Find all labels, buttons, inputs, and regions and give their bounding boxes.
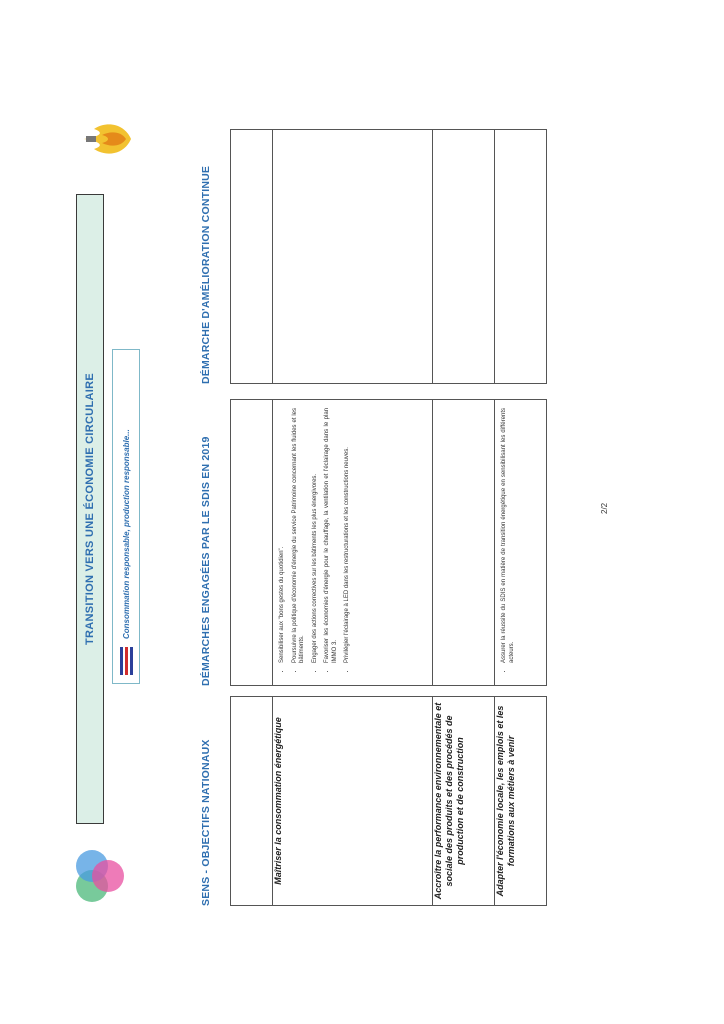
objective-text: Accroître la performance environnementale et sociale des produits et des procédés de production et de construction xyxy=(433,702,465,900)
improvement-cell xyxy=(273,130,433,384)
list-item: • Privilégier l'éclairage à LED dans les restructurations et les constructions neuves. xyxy=(344,408,352,663)
list-item: • Sensibiliser aux "bons gestes du quotidien". xyxy=(279,408,287,663)
improvement-table xyxy=(230,129,547,384)
improvement-cell xyxy=(495,130,547,384)
actions-list xyxy=(279,408,352,677)
subtitle-box xyxy=(112,349,140,684)
column-header-improvement: DÉMARCHE D'AMÉLIORATION CONTINUE xyxy=(200,165,212,384)
objective-cell xyxy=(433,697,495,906)
page-number: 2/2 xyxy=(600,502,609,514)
column-header-actions: DÉMARCHES ENGAGÉES PAR LE SDIS EN 2019 xyxy=(200,436,212,686)
subtitle: Consommation responsable, production responsable... xyxy=(121,429,131,639)
list-item: • Poursuivre la politique d'économie d'énergie du service Patrimoine concernant les fluides et les bâtiments. xyxy=(292,408,307,663)
fire-service-emblem-icon xyxy=(76,109,136,169)
actions-list xyxy=(501,408,516,677)
objective-cell xyxy=(273,697,433,906)
sapeurs-pompiers-logo-icon xyxy=(117,647,135,675)
objective-cell xyxy=(495,697,547,906)
objectives-header-cell xyxy=(231,697,273,906)
objective-text: Maîtriser la consommation énergétique xyxy=(273,717,283,885)
actions-table xyxy=(230,399,547,686)
objectives-table xyxy=(230,696,547,906)
actions-header-cell xyxy=(231,400,273,686)
actions-cell xyxy=(433,400,495,686)
column-header-objectives: SENS - OBJECTIFS NATIONAUX xyxy=(200,739,212,906)
list-item: • Engager des actions correctives sur les bâtiments les plus énergivores. xyxy=(312,408,320,663)
actions-cell xyxy=(495,400,547,686)
list-item: • Favoriser les économies d'énergie pour le chauffage, la ventilation et l'éclairage dans le plan IMMO 3. xyxy=(324,408,339,663)
improvement-cell xyxy=(433,130,495,384)
title-box xyxy=(76,194,104,824)
improvement-header-cell xyxy=(231,130,273,384)
sustainability-venn-logo xyxy=(68,844,130,906)
actions-cell xyxy=(273,400,433,686)
list-item: • Assurer la réussite du SDIS en matière de transition énergétique en sensibilisant les différents acteurs. xyxy=(501,408,516,663)
objective-text: Adapter l'économie locale, les emplois et les formations aux métiers à venir xyxy=(495,705,516,897)
page-title: TRANSITION VERS UNE ÉCONOMIE CIRCULAIRE xyxy=(84,372,96,646)
